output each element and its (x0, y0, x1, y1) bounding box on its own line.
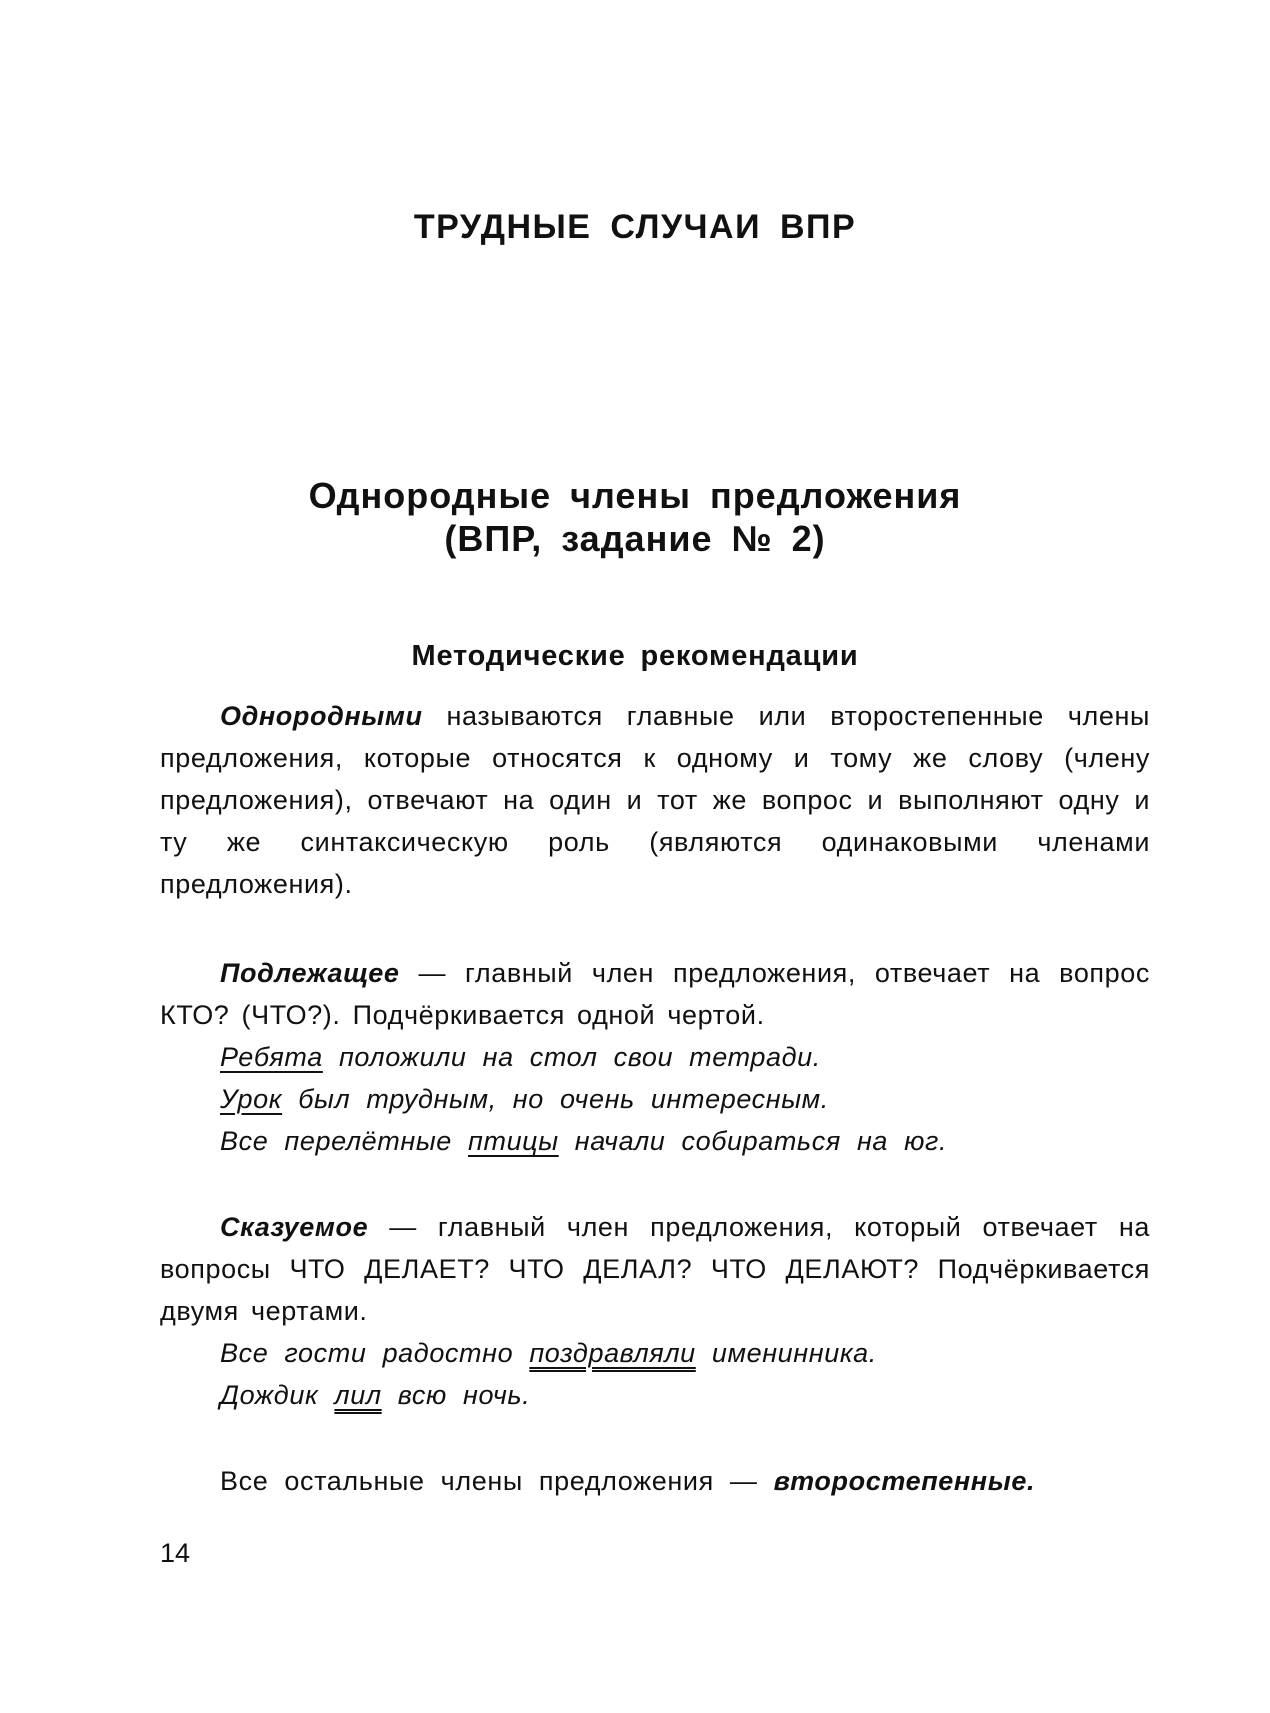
secondary-members-text: Все остальные члены предложения — (220, 1466, 774, 1496)
term-predicate: Сказуемое (220, 1212, 369, 1242)
predicate-definition (160, 1206, 1150, 1332)
topic-heading (0, 474, 1270, 560)
page-number: 14 (160, 1538, 191, 1568)
subject-definition (160, 952, 1150, 1036)
topic-heading-line2: (ВПР, задание № 2) (444, 518, 826, 559)
subject-example: Урок был трудным, но очень интересным. (220, 1084, 829, 1114)
subject-example: Все перелётные птицы начали собираться на юг. (220, 1126, 948, 1156)
homogeneous-definition-text: называются главные или второстепенные члены предложения, которые относятся к одному и тому же слову (члену предложения), отвечают на один и тот же вопрос и выполняют одну и ту же синтаксическую роль (являются одинаковыми членами предложения). (160, 701, 1150, 899)
subject-example: Ребята положили на стол свои тетради. (220, 1042, 821, 1072)
predicate-underlined-word: лил (334, 1380, 382, 1410)
predicate-example: Дождик лил всю ночь. (220, 1380, 531, 1410)
subject-underlined-word: Ребята (220, 1042, 323, 1072)
subject-underlined-word: птицы (468, 1126, 559, 1156)
page-title: ТРУДНЫЕ СЛУЧАИ ВПР (413, 208, 857, 246)
term-subject: Подлежащее (220, 958, 400, 988)
topic-heading-line1: Однородные члены предложения (308, 475, 962, 516)
subject-underlined-word: Урок (220, 1084, 283, 1114)
term-homogeneous: Однородными (220, 701, 423, 731)
predicate-underlined-word: поздравляли (529, 1338, 696, 1368)
term-secondary: второстепенные. (773, 1466, 1036, 1496)
homogeneous-definition (160, 695, 1150, 905)
subject-definition-text: — главный член предложения, отвечает на вопрос КТО? (ЧТО?). Подчёркивается одной чертой. (160, 958, 1150, 1030)
section-heading: Методические рекомендации (411, 640, 859, 672)
secondary-members-note (220, 1460, 1150, 1502)
predicate-example: Все гости радостно поздравляли именинника. (220, 1338, 877, 1368)
predicate-definition-text: — главный член предложения, который отвечает на вопросы ЧТО ДЕЛАЕТ? ЧТО ДЕЛАЛ? ЧТО ДЕЛАЮТ? Подчёркивается двумя чертами. (160, 1212, 1150, 1326)
